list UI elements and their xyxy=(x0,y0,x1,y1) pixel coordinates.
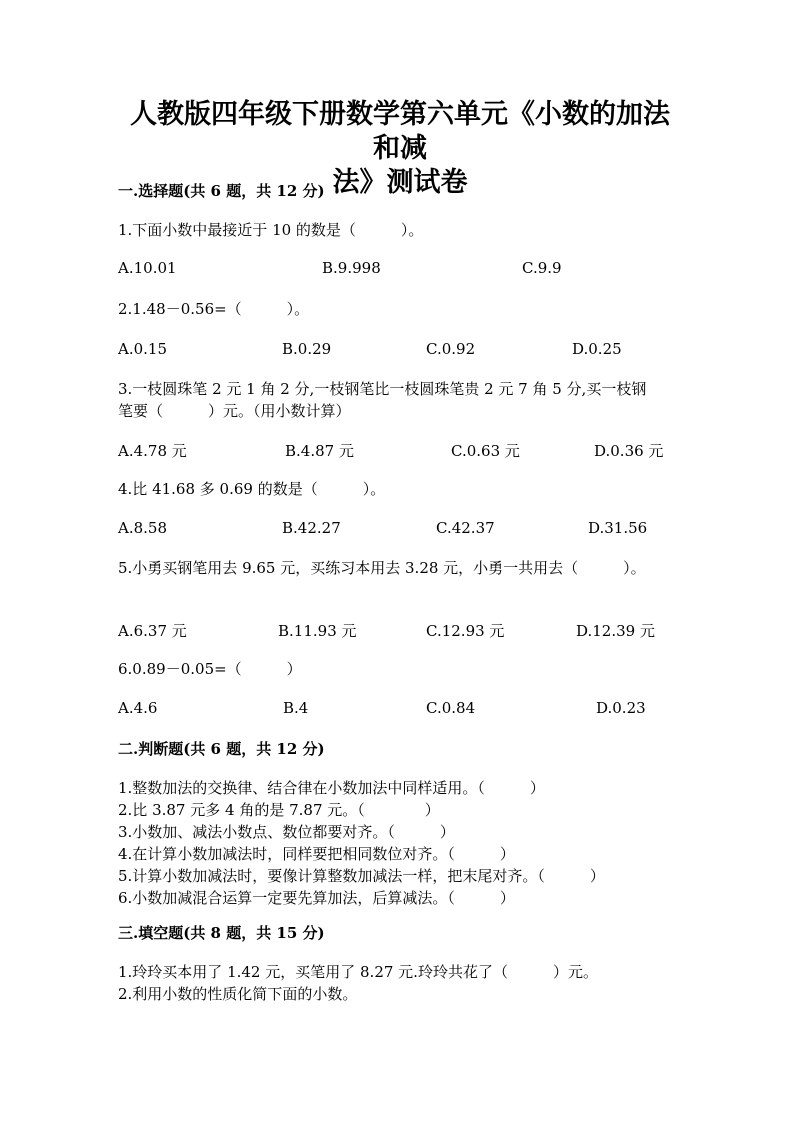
question-6: 6.0.89－0.05=（ ） xyxy=(118,660,302,678)
section-heading-judgement: 二.判断题(共 6 题，共 12 分) xyxy=(118,740,325,758)
option-2c: C.0.92 xyxy=(426,340,476,358)
option-5d: D.12.39 元 xyxy=(576,622,655,640)
option-2d: D.0.25 xyxy=(572,340,622,358)
option-5b: B.11.93 元 xyxy=(278,622,357,640)
option-1b: B.9.998 xyxy=(322,259,381,277)
option-6d: D.0.23 xyxy=(596,699,646,717)
title-line-2: 法》测试卷 xyxy=(332,167,468,198)
option-3d: D.0.36 元 xyxy=(594,442,664,460)
question-4: 4.比 41.68 多 0.69 的数是（ ）。 xyxy=(118,480,386,498)
fill-blank-item-1: 1.玲玲买本用了 1.42 元，买笔用了 8.27 元.玲玲共花了（ ）元。 xyxy=(118,963,598,981)
judgement-item-5: 5.计算小数加减法时，要像计算整数加减法一样，把末尾对齐。（ ） xyxy=(118,867,605,885)
option-4a: A.8.58 xyxy=(118,519,167,537)
option-4b: B.42.27 xyxy=(282,519,341,537)
option-3a: A.4.78 元 xyxy=(118,442,187,460)
question-3 xyxy=(118,378,678,422)
option-2b: B.0.29 xyxy=(282,340,332,358)
fill-blank-item-2: 2.利用小数的性质化简下面的小数。 xyxy=(118,985,358,1003)
section-heading-choice: 一.选择题(共 6 题，共 12 分) xyxy=(118,182,325,200)
option-5a: A.6.37 元 xyxy=(118,622,187,640)
option-6c: C.0.84 xyxy=(426,699,476,717)
question-2: 2.1.48－0.56=（ ）。 xyxy=(118,300,310,318)
question-3-line-1: 3.一枝圆珠笔 2 元 1 角 2 分,一枝钢笔比一枝圆珠笔贵 2 元 7 角 5 分,买一枝钢 xyxy=(118,380,647,398)
option-6a: A.4.6 xyxy=(118,699,158,717)
section-heading-fill-blank: 三.填空题(共 8 题，共 15 分) xyxy=(118,924,325,942)
judgement-item-1: 1.整数加法的交换律、结合律在小数加法中同样适用。（ ） xyxy=(118,779,545,797)
option-6b: B.4 xyxy=(283,699,309,717)
question-3-line-2: 笔要（ ）元。（用小数计算） xyxy=(118,402,351,420)
question-5: 5.小勇买钢笔用去 9.65 元，买练习本用去 3.28 元，小勇一共用去（ ）。 xyxy=(118,559,646,577)
option-5c: C.12.93 元 xyxy=(426,622,505,640)
option-4c: C.42.37 xyxy=(436,519,495,537)
judgement-item-3: 3.小数加、减法小数点、数位都要对齐。（ ） xyxy=(118,823,455,841)
question-1: 1.下面小数中最接近于 10 的数是（ ）。 xyxy=(118,221,424,239)
option-3c: C.0.63 元 xyxy=(451,442,520,460)
judgement-item-6: 6.小数加减混合运算一定要先算加法，后算减法。（ ） xyxy=(118,889,515,907)
judgement-item-2: 2.比 3.87 元多 4 角的是 7.87 元。（ ） xyxy=(118,801,440,819)
option-1c: C.9.9 xyxy=(522,259,562,277)
option-4d: D.31.56 xyxy=(588,519,648,537)
option-3b: B.4.87 元 xyxy=(285,442,354,460)
option-2a: A.0.15 xyxy=(118,340,167,358)
judgement-item-4: 4.在计算小数加减法时，同样要把相同数位对齐。（ ） xyxy=(118,845,515,863)
option-1a: A.10.01 xyxy=(118,259,177,277)
title-line-1: 人教版四年级下册数学第六单元《小数的加法和减 xyxy=(130,99,670,164)
